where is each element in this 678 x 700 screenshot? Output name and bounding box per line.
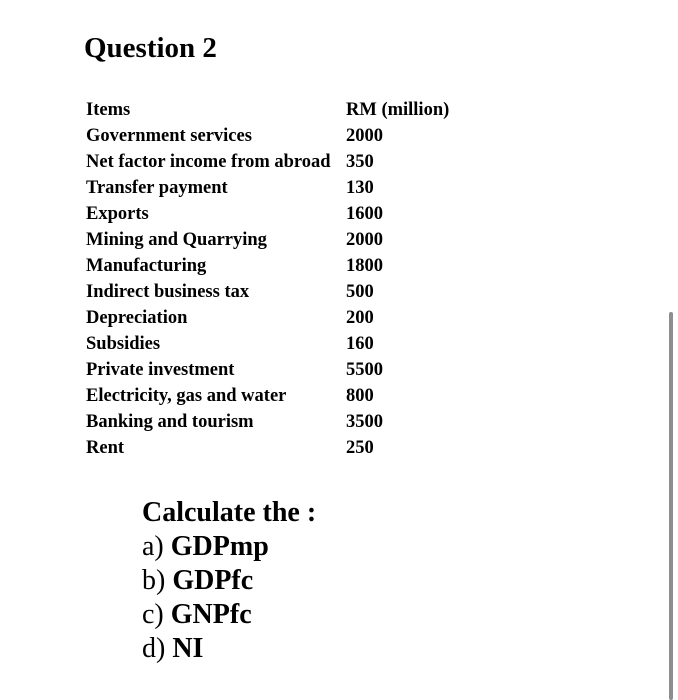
table-row <box>86 253 486 279</box>
question-prompt: Calculate the : <box>142 497 317 528</box>
question-text: GDPfc <box>172 565 254 596</box>
table-row <box>86 409 486 435</box>
table-row <box>86 175 486 201</box>
row-value: 130 <box>346 178 374 198</box>
row-value: 2000 <box>346 230 383 250</box>
question-list <box>142 496 316 666</box>
row-item: Exports <box>86 204 149 224</box>
question-text: GNPfc <box>170 599 252 630</box>
header-value: RM (million) <box>346 100 450 120</box>
row-value: 200 <box>346 308 374 328</box>
row-item: Electricity, gas and water <box>86 386 287 406</box>
row-item: Net factor income from abroad <box>86 152 331 172</box>
row-value: 800 <box>346 386 374 406</box>
row-value: 250 <box>346 438 374 458</box>
table-header <box>86 97 486 123</box>
header-items: Items <box>86 100 131 120</box>
vertical-scrollbar[interactable] <box>669 312 673 700</box>
row-item: Rent <box>86 438 125 458</box>
row-item: Government services <box>86 126 252 146</box>
table-row <box>86 123 486 149</box>
question-letter: c) <box>142 599 164 630</box>
table-row <box>86 201 486 227</box>
row-item: Mining and Quarrying <box>86 230 267 250</box>
row-value: 1800 <box>346 256 383 276</box>
row-item: Subsidies <box>86 334 161 354</box>
table-row <box>86 149 486 175</box>
table-row <box>86 305 486 331</box>
question-text: NI <box>172 633 204 664</box>
question-item-a <box>142 530 316 564</box>
question-letter: d) <box>142 633 166 664</box>
row-value: 1600 <box>346 204 383 224</box>
question-item-d <box>142 632 316 666</box>
row-value: 160 <box>346 334 374 354</box>
row-value: 3500 <box>346 412 383 432</box>
row-value: 500 <box>346 282 374 302</box>
question-letter: b) <box>142 565 166 596</box>
row-value: 2000 <box>346 126 383 146</box>
page-title: Question 2 <box>84 32 217 64</box>
data-table <box>86 97 486 461</box>
row-item: Manufacturing <box>86 256 207 276</box>
row-item: Banking and tourism <box>86 412 254 432</box>
row-item: Transfer payment <box>86 178 228 198</box>
question-letter: a) <box>142 531 164 562</box>
row-item: Depreciation <box>86 308 188 328</box>
row-value: 5500 <box>346 360 383 380</box>
row-item: Private investment <box>86 360 235 380</box>
table-row <box>86 383 486 409</box>
row-value: 350 <box>346 152 374 172</box>
question-item-c <box>142 598 316 632</box>
row-item: Indirect business tax <box>86 282 250 302</box>
table-row <box>86 357 486 383</box>
question-item-b <box>142 564 316 598</box>
table-row <box>86 331 486 357</box>
table-row <box>86 279 486 305</box>
question-text: GDPmp <box>170 531 269 562</box>
table-row <box>86 435 486 461</box>
table-row <box>86 227 486 253</box>
